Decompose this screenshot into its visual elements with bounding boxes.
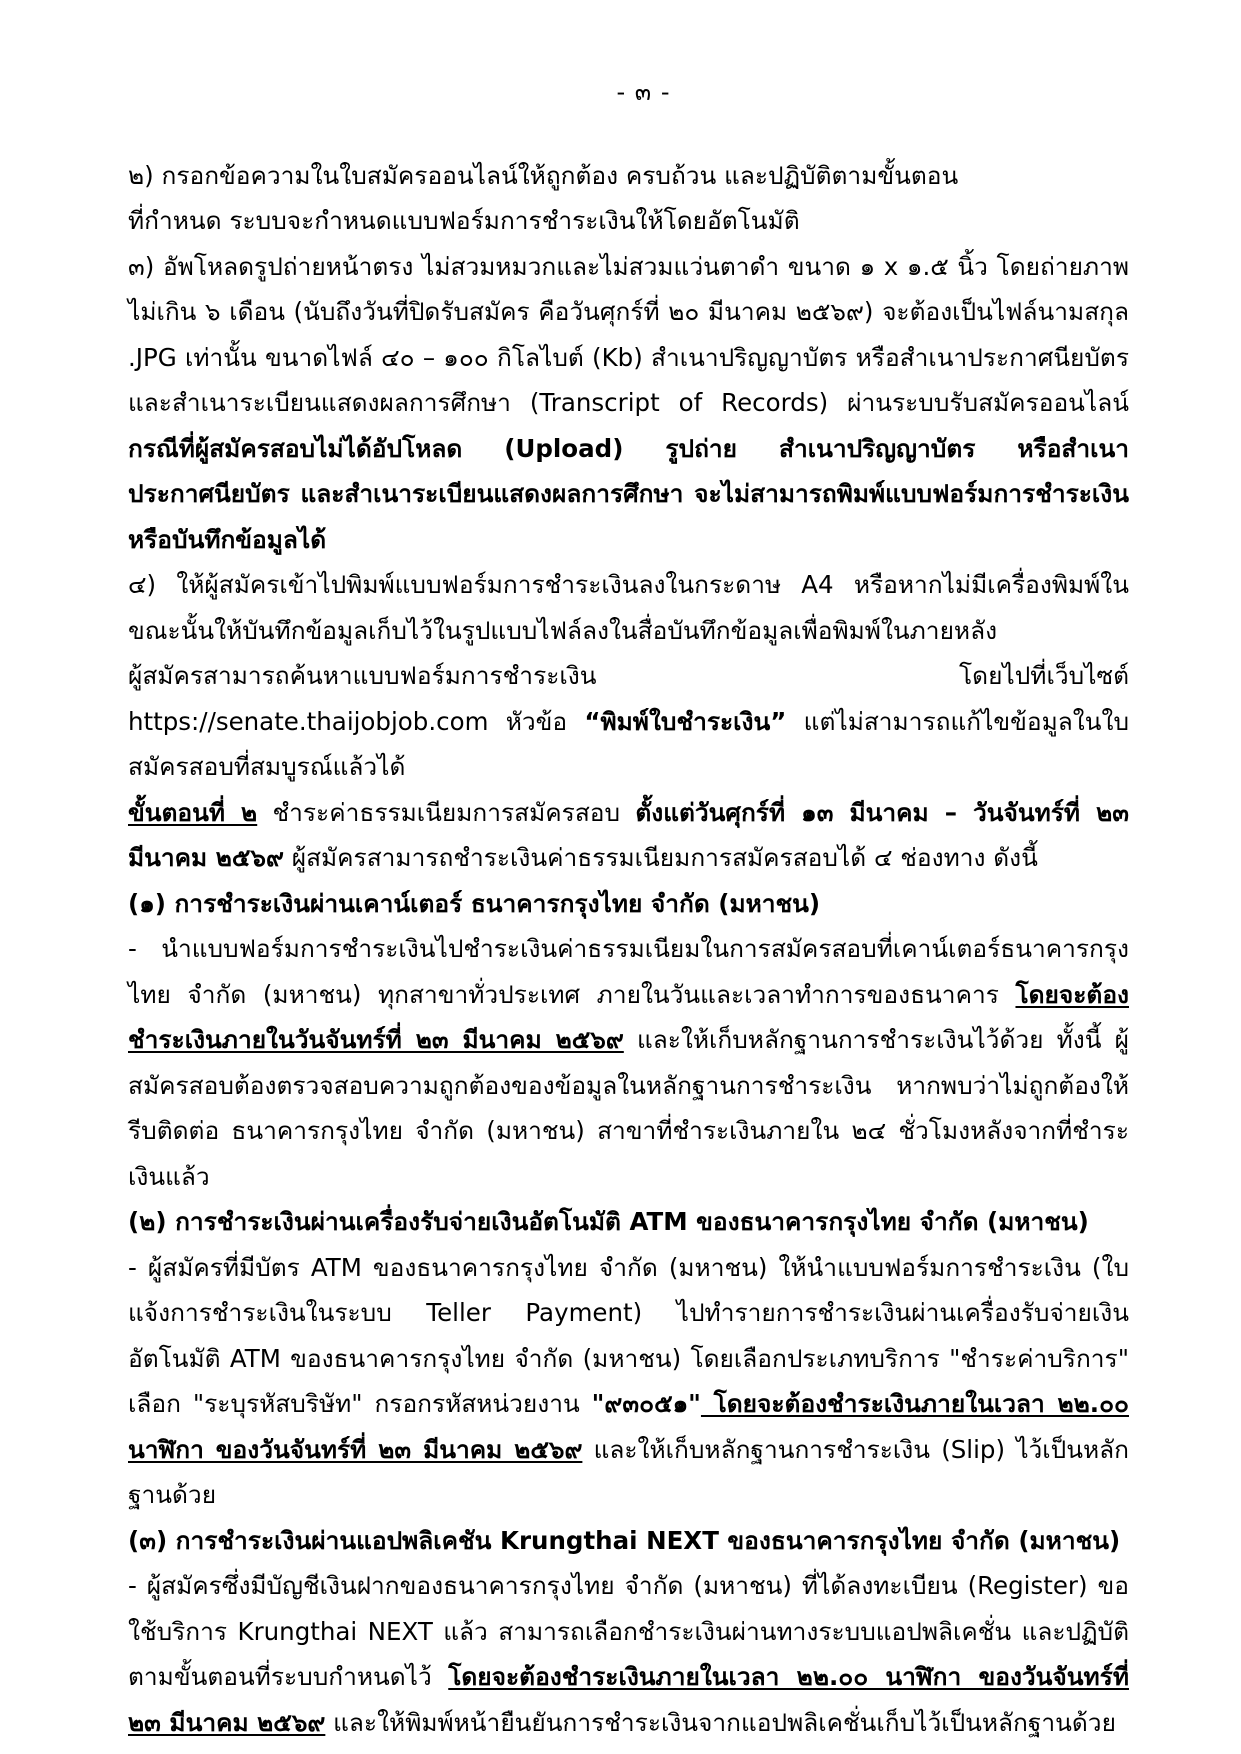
channel-2-body xyxy=(128,1245,1129,1518)
website-tail-text: แต่ไม่สามารถแก้ไขข้อมูลในใบสมัครสอบที่สมบูรณ์แล้วได้ xyxy=(128,706,1129,782)
channel-3-deadline: โดยจะต้องชำระเงินภายในเวลา ๒๒.๐๐ นาฬิกา ของวันจันทร์ที่ ๒๓ มีนาคม ๒๕๖๙ xyxy=(128,1662,1129,1737)
channel-2-deadline: โดยจะต้องชำระเงินภายในเวลา ๒๒.๐๐ นาฬิกา ของวันจันทร์ที่ ๒๓ มีนาคม ๒๕๖๙ xyxy=(128,1389,1129,1464)
channel-1-body-pre: - นำแบบฟอร์มการชำระเงินไปชำระเงินค่าธรรมเนียมในการสมัครสอบที่เคาน์เตอร์ธนาคารกรุงไทย จำกัด (มหาชน) ทุกสาขาทั่วประเทศ ภายในวันและเวลาทำการของธนาคาร xyxy=(128,934,1129,1009)
step-2-heading-rest: ชำระค่าธรรมเนียมการสมัครสอบ xyxy=(257,797,636,827)
step-2-heading-tail: ผู้สมัครสามารถชำระเงินค่าธรรมเนียมการสมัครสอบได้ ๔ ช่องทาง ดังนี้ xyxy=(283,843,1038,873)
channel-1-title: (๑) การชำระเงินผ่านเคาน์เตอร์ ธนาคารกรุงไทย จำกัด (มหาชน) xyxy=(128,888,821,918)
channel-1-body-post: และให้เก็บหลักฐานการชำระเงินไว้ด้วย ทั้งนี้ ผู้สมัครสอบต้องตรวจสอบความถูกต้องของข้อมูลในหลักฐานการชำระเงิน หากพบว่าไม่ถูกต้องให้รีบติดต่อ ธนาคารกรุงไทย จำกัด (มหาชน) สาขาที่ชำระเงินภายใน ๒๔ ชั่วโมงหลังจากที่ชำระเงินแล้ว xyxy=(128,1025,1129,1191)
channel-2-title: (๒) การชำระเงินผ่านเครื่องรับจ่ายเงินอัตโนมัติ ATM ของธนาคารกรุงไทย จำกัด (มหาชน) xyxy=(128,1207,1089,1237)
item-3-marker: ๓) xyxy=(128,251,155,281)
item-3-bold-warning: กรณีที่ผู้สมัครสอบไม่ได้อัปโหลด (Upload) รูปถ่าย สำเนาปริญญาบัตร หรือสำเนาประกาศนียบัตร และสำเนาระเบียนแสดงผลการศึกษา จะไม่สามารถพิมพ์แบบฟอร์มการชำระเงินหรือบันทึกข้อมูลได้ xyxy=(128,433,1129,554)
item-4-text: ให้ผู้สมัครเข้าไปพิมพ์แบบฟอร์มการชำระเงินลงในกระดาษ A4 หรือหากไม่มีเครื่องพิมพ์ในขณะนั้นให้บันทึกข้อมูลเก็บไว้ในรูปแบบไฟล์ลงในสื่อบันทึกข้อมูลเพื่อพิมพ์ในภายหลัง xyxy=(128,570,1129,645)
website-topic-label: หัวข้อ xyxy=(488,706,585,736)
channel-2-company-code: "๙๓๐๕๑" xyxy=(591,1389,701,1419)
channel-3-title-line xyxy=(128,1518,1129,1564)
page-number: - ๓ - xyxy=(616,78,671,106)
paragraph-step-2-heading xyxy=(128,790,1129,881)
item-4-marker: ๔) xyxy=(128,570,157,600)
item-2-marker: ๒) xyxy=(128,160,154,190)
channel-3-title: (๓) การชำระเงินผ่านแอปพลิเคชัน Krungthai NEXT ของธนาคารกรุงไทย จำกัด (มหาชน) xyxy=(128,1525,1121,1555)
paragraph-item-2-cont xyxy=(128,198,1129,244)
channel-1-title-line xyxy=(128,881,1129,927)
paragraph-item-2 xyxy=(128,153,1129,199)
channel-3-body xyxy=(128,1563,1129,1745)
paragraph-website xyxy=(128,653,1129,790)
channel-1-body xyxy=(128,926,1129,1199)
step-2-date-range: ตั้งแต่วันศุกร์ที่ ๑๓ มีนาคม – วันจันทร์ที่ ๒๓ มีนาคม ๒๕๖๙ xyxy=(128,797,1129,873)
channel-3-body-post: และให้พิมพ์หน้ายืนยันการชำระเงินจากแอปพลิเคชั่นเก็บไว้เป็นหลักฐานด้วย xyxy=(325,1707,1116,1737)
paragraph-item-3 xyxy=(128,244,1129,563)
website-lead-text: ผู้สมัครสามารถค้นหาแบบฟอร์มการชำระเงิน โดยไปที่เว็บไซต์ xyxy=(128,661,1129,691)
step-2-heading: ขั้นตอนที่ ๒ xyxy=(128,797,258,827)
channel-2-body-post: และให้เก็บหลักฐานการชำระเงิน (Slip) ไว้เป็นหลักฐานด้วย xyxy=(128,1434,1129,1510)
website-url[interactable]: https://senate.thaijobjob.com xyxy=(128,706,489,736)
paragraph-item-4 xyxy=(128,562,1129,653)
channel-2-title-line xyxy=(128,1199,1129,1245)
channel-1-deadline: โดยจะต้องชำระเงินภายในวันจันทร์ที่ ๒๓ มีนาคม ๒๕๖๙ xyxy=(128,979,1129,1055)
website-topic-value: “พิมพ์ใบชำระเงิน” xyxy=(584,706,787,736)
item-2-line1: กรอกข้อความในใบสมัครออนไลน์ให้ถูกต้อง ครบถ้วน และปฏิบัติตามขั้นตอน xyxy=(161,160,959,190)
channel-3-body-pre: - ผู้สมัครซึ่งมีบัญชีเงินฝากของธนาคารกรุงไทย จำกัด (มหาชน) ที่ได้ลงทะเบียน (Register) ขอใช้บริการ Krungthai NEXT แล้ว สามารถเลือกชำระเงินผ่านทางระบบแอปพลิเคชั่น และปฏิบัติตามขั้นตอนที่ระบบกำหนดไว้ xyxy=(128,1571,1129,1692)
item-3-text: อัพโหลดรูปถ่ายหน้าตรง ไม่สวมหมวกและไม่สวมแว่นตาดำ ขนาด ๑ x ๑.๕ นิ้ว โดยถ่ายภาพไม่เกิน ๖ เดือน (นับถึงวันที่ปิดรับสมัคร คือวันศุกร์ที่ ๒๐ มีนาคม ๒๕๖๙) จะต้องเป็นไฟล์นามสกุล .JPG เท่านั้น ขนาดไฟล์ ๔๐ – ๑๐๐ กิโลไบต์ (Kb) สำเนาปริญญาบัตร หรือสำเนาประกาศนียบัตร และสำเนาระเบียนแสดงผลการศึกษา (Transcript of Records) ผ่านระบบรับสมัครออนไลน์ xyxy=(128,251,1129,418)
channel-2-body-pre: - ผู้สมัครที่มีบัตร ATM ของธนาคารกรุงไทย จำกัด (มหาชน) ให้นำแบบฟอร์มการชำระเงิน (ใบแจ้งการชำระเงินในระบบ Teller Payment) ไปทำรายการชำระเงินผ่านเครื่องรับจ่ายเงินอัตโนมัติ ATM ของธนาคารกรุงไทย จำกัด (มหาชน) โดยเลือกประเภทบริการ "ชำระค่าบริการ" เลือก "ระบุรหัสบริษัท" กรอกรหัสหน่วยงาน xyxy=(128,1252,1129,1419)
item-2-line2: ที่กำหนด ระบบจะกำหนดแบบฟอร์มการชำระเงินให้โดยอัตโนมัติ xyxy=(128,206,800,236)
